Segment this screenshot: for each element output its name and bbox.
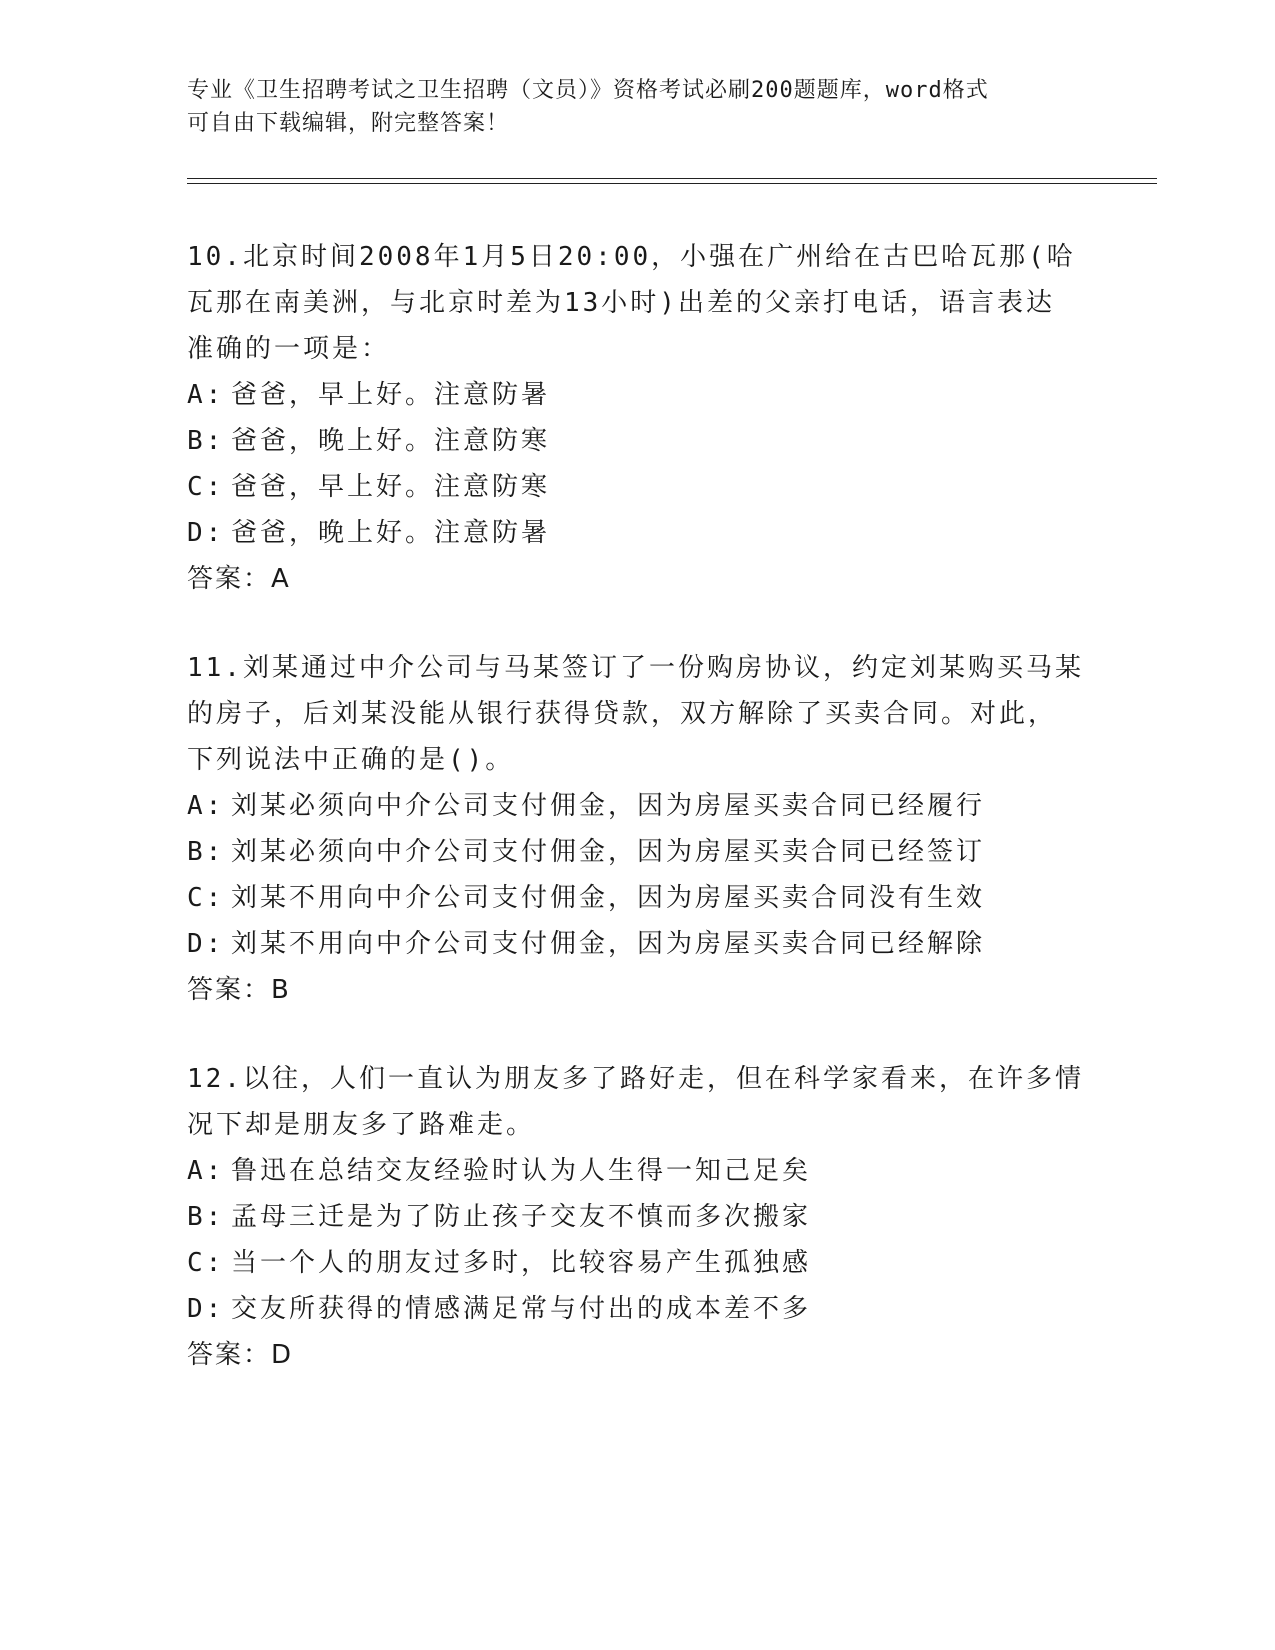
header-divider-bottom bbox=[187, 183, 1157, 184]
answer-line: 答案：A bbox=[187, 564, 291, 594]
option-text: 爸爸，早上好。注意防暑 bbox=[231, 380, 551, 410]
question-12 bbox=[187, 1056, 1087, 1378]
option-text: 鲁迅在总结交友经验时认为人生得一知己足矣 bbox=[231, 1156, 812, 1186]
question-10 bbox=[187, 234, 1087, 602]
answer-line: 答案：D bbox=[187, 1340, 294, 1370]
option-b bbox=[187, 418, 1087, 464]
option-a bbox=[187, 372, 1087, 418]
option-text: 刘某不用向中介公司支付佣金，因为房屋买卖合同没有生效 bbox=[231, 883, 986, 913]
option-letter: D: bbox=[187, 1294, 225, 1324]
option-text: 刘某必须向中介公司支付佣金，因为房屋买卖合同已经履行 bbox=[231, 791, 986, 821]
option-c bbox=[187, 464, 1087, 510]
question-stem-line: 10.北京时间2008年1月5日20:00，小强在广州给在古巴哈瓦那(哈 bbox=[187, 242, 1076, 272]
option-letter: D: bbox=[187, 929, 225, 959]
option-c bbox=[187, 1240, 1087, 1286]
question-stem-line: 12.以往，人们一直认为朋友多了路好走，但在科学家看来，在许多情 bbox=[187, 1064, 1084, 1094]
header-line-1: 专业《卫生招聘考试之卫生招聘（文员）》资格考试必刷200题题库，word格式 bbox=[187, 78, 989, 103]
option-d bbox=[187, 510, 1087, 556]
question-stem-line: 瓦那在南美洲，与北京时差为13小时)出差的父亲打电话，语言表达 bbox=[187, 288, 1055, 318]
option-text: 爸爸，早上好。注意防寒 bbox=[231, 472, 551, 502]
option-text: 交友所获得的情感满足常与付出的成本差不多 bbox=[231, 1294, 812, 1324]
option-text: 爸爸，晚上好。注意防暑 bbox=[231, 518, 551, 548]
option-letter: C: bbox=[187, 883, 225, 913]
option-text: 孟母三迁是为了防止孩子交友不慎而多次搬家 bbox=[231, 1202, 812, 1232]
option-letter: A: bbox=[187, 380, 225, 410]
question-stem-line: 的房子，后刘某没能从银行获得贷款，双方解除了买卖合同。对此， bbox=[187, 699, 1058, 729]
option-letter: A: bbox=[187, 1156, 225, 1186]
option-c bbox=[187, 875, 1087, 921]
option-a bbox=[187, 783, 1087, 829]
option-letter: C: bbox=[187, 472, 225, 502]
answer-line: 答案：B bbox=[187, 975, 291, 1005]
option-letter: B: bbox=[187, 426, 225, 456]
header-line-2: 可自由下载编辑，附完整答案！ bbox=[187, 111, 510, 136]
option-text: 刘某必须向中介公司支付佣金，因为房屋买卖合同已经签订 bbox=[231, 837, 986, 867]
question-stem-line: 下列说法中正确的是()。 bbox=[187, 745, 515, 775]
option-letter: D: bbox=[187, 518, 225, 548]
option-d bbox=[187, 1286, 1087, 1332]
header-divider-top bbox=[187, 178, 1157, 179]
option-letter: B: bbox=[187, 837, 225, 867]
option-text: 爸爸，晚上好。注意防寒 bbox=[231, 426, 551, 456]
option-a bbox=[187, 1148, 1087, 1194]
option-b bbox=[187, 1194, 1087, 1240]
question-11 bbox=[187, 645, 1087, 1013]
question-stem-line: 11.刘某通过中介公司与马某签订了一份购房协议，约定刘某购买马某 bbox=[187, 653, 1084, 683]
option-letter: B: bbox=[187, 1202, 225, 1232]
option-text: 当一个人的朋友过多时，比较容易产生孤独感 bbox=[231, 1248, 812, 1278]
option-d bbox=[187, 921, 1087, 967]
option-letter: C: bbox=[187, 1248, 225, 1278]
question-stem-line: 况下却是朋友多了路难走。 bbox=[187, 1110, 536, 1140]
document-header bbox=[187, 74, 1087, 140]
option-text: 刘某不用向中介公司支付佣金，因为房屋买卖合同已经解除 bbox=[231, 929, 986, 959]
question-stem-line: 准确的一项是： bbox=[187, 334, 391, 364]
option-b bbox=[187, 829, 1087, 875]
option-letter: A: bbox=[187, 791, 225, 821]
